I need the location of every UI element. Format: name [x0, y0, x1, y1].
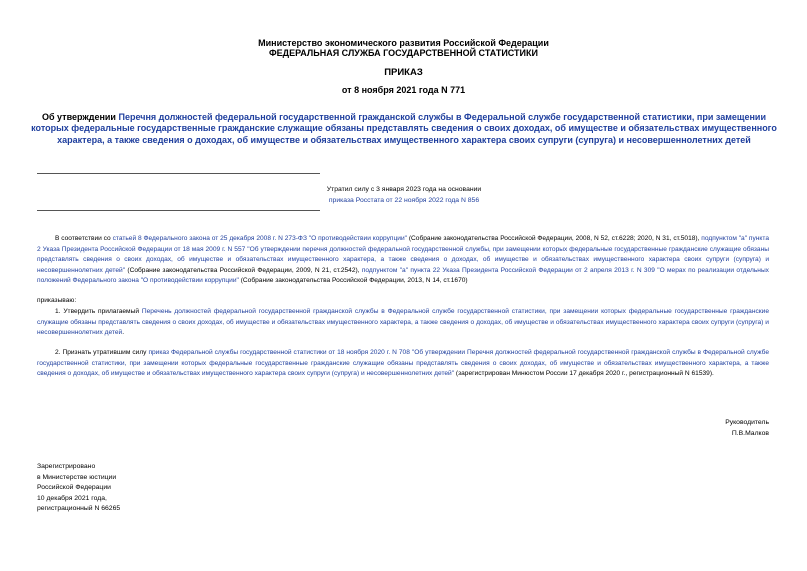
- item-1-end: .: [122, 329, 125, 337]
- item-2-paragraph: [37, 348, 769, 380]
- document-title: [28, 112, 780, 146]
- registration-line-3: Российской Федерации: [37, 484, 111, 492]
- preamble-text-4: (Собрание законодательства Российской Федерации, 2013, N 14, ст.1670): [238, 277, 468, 285]
- lost-force-text: Утратил силу с 3 января 2023 года на основании: [326, 186, 482, 193]
- ministry-name: Министерство экономического развития Российской Федерации: [258, 38, 549, 48]
- document-type: ПРИКАЗ: [384, 67, 423, 78]
- signature-block: [725, 418, 769, 439]
- preamble-text-1: В соответствии со: [55, 235, 113, 242]
- signature-name: П.В.Малков: [731, 429, 769, 437]
- list-of-positions-link[interactable]: Перечень должностей федеральной государственной гражданской службы в Федеральной службе государственной статистики, при замещении которых федеральные государственные гражданские служащие обязаны представлять сведения о своих доходах, об имуществе и обязательствах имущественного характера, а также сведения о доходах, об имуществе и обязательствах имущественного характера своих супруги (супруга) и несовершеннолетних детей: [37, 308, 769, 337]
- title-prefix: Об утверждении: [41, 112, 119, 122]
- divider-bottom: [37, 210, 320, 211]
- decree-309-link[interactable]: подпунктом "а" пункта 22 Указа Президента Российской Федерации от 2 апреля 2013 г. N 309 "О мерах по реализации отдельных положений Федерального закона "О противодействии коррупции": [37, 266, 769, 285]
- registration-line-2: в Министерстве юстиции: [37, 473, 117, 481]
- title-link[interactable]: Перечня должностей федеральной государственной гражданской службы в Федеральной службе государственной статистики, при замещении которых федеральные государственные гражданские служащие обязаны представлять сведения о своих доходах, об имуществе и обязательствах имущественного характера, а также сведения о доходах, об имуществе и обязательствах имущественного характера своих супруги (супруга) и несовершеннолетних детей: [31, 112, 777, 145]
- service-name: ФЕДЕРАЛЬНАЯ СЛУЖБА ГОСУДАРСТВЕННОЙ СТАТИСТИКИ: [269, 48, 538, 58]
- registration-line-4: 10 декабря 2021 года,: [37, 494, 107, 502]
- signature-role: Руководитель: [725, 419, 769, 426]
- item-1-text: 1. Утвердить прилагаемый: [55, 308, 142, 315]
- preamble-text-2: (Собрание законодательства Российской Федерации, 2008, N 52, ст.6228; 2020, N 31, ст.5018),: [406, 235, 702, 242]
- registration-block: [37, 462, 120, 515]
- registration-line-1: Зарегистрировано: [37, 463, 96, 470]
- preamble-text-3: (Собрание законодательства Российской Федерации, 2009, N 21, ст.2542),: [125, 266, 362, 274]
- item-2-text: 2. Признать утратившим силу: [55, 349, 149, 356]
- order-word: приказываю:: [37, 297, 77, 304]
- registration-line-5: регистрационный N 66265: [37, 505, 121, 513]
- law-273-link[interactable]: статьей 8 Федерального закона от 25 декабря 2008 г. N 273-ФЗ "О противодействии коррупции": [112, 235, 407, 242]
- lost-force-note: [300, 184, 508, 206]
- item-1-paragraph: [37, 307, 769, 339]
- order-708-link[interactable]: приказ Федеральной службы государственной статистики от 18 ноября 2020 г. N 708 "Об утверждении Перечня должностей федеральной государственной гражданской службы в Федеральной службе государственной статистики, при замещении которых федеральные государственные гражданские служащие обязаны представлять сведения о своих доходах, об имуществе и обязательствах имущественного характера, а также сведения о доходах, об имуществе и обязательствах имущественного характера своих супруги (супруга) и несовершеннолетних детей": [37, 349, 770, 378]
- document-date-number: от 8 ноября 2021 года N 771: [341, 85, 466, 95]
- item-2-end: (зарегистрирован Минюстом России 17 декабря 2020 г., регистрационный N 61539).: [454, 370, 714, 378]
- lost-force-link[interactable]: приказа Росстата от 22 ноября 2022 года N 856: [328, 197, 480, 204]
- decree-557-link[interactable]: подпунктом "а" пункта 2 Указа Президента Российской Федерации от 18 мая 2009 г. N 557 "Об утверждении перечня должностей федеральной государственной службы, при замещении которых федеральные государственные гражданские служащие обязаны представлять сведения о своих доходах, об имуществе и обязательствах имущественного характера, а также сведения о доходах, об имуществе и обязательствах имущественного характера своих супруги (супруга) и несовершеннолетних детей": [37, 235, 769, 274]
- preamble-paragraph: [37, 234, 769, 287]
- divider-top: [37, 173, 320, 174]
